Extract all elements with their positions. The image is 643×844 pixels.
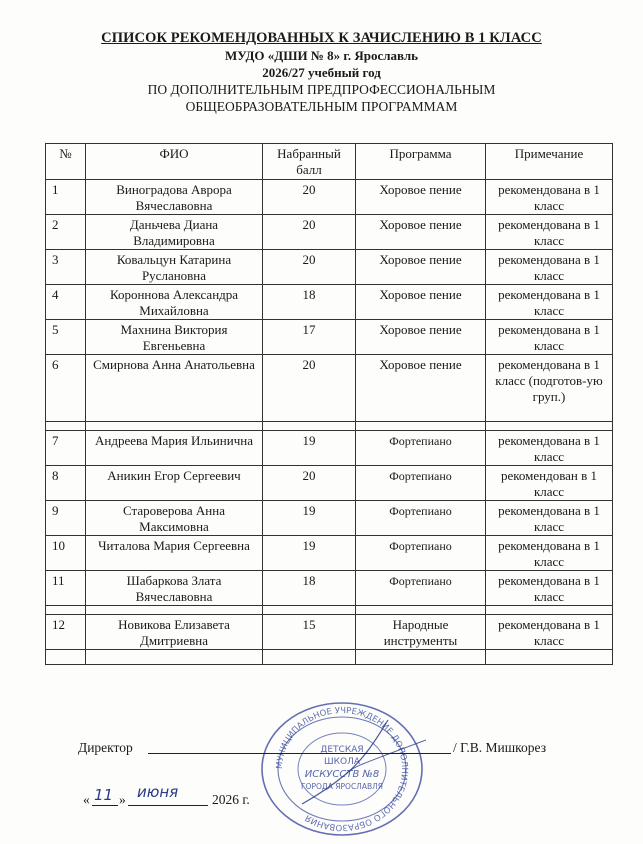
column-header-number: № xyxy=(46,144,86,180)
row-number: 4 xyxy=(46,285,86,320)
director-label: Директор xyxy=(78,740,133,755)
column-header-name: ФИО xyxy=(86,144,263,180)
date-month-line xyxy=(128,805,208,806)
table-row xyxy=(46,355,613,422)
student-name: Короннова Александра Михайловна xyxy=(86,285,263,320)
student-program: Фортепиано xyxy=(356,571,486,606)
student-program: Фортепиано xyxy=(356,501,486,536)
student-name: Читалова Мария Сергеевна xyxy=(86,536,263,571)
student-name: Виноградова Аврора Вячеславовна xyxy=(86,180,263,215)
student-score: 20 xyxy=(263,215,356,250)
row-number: 8 xyxy=(46,466,86,501)
row-number: 6 xyxy=(46,355,86,422)
student-note: рекомендован в 1 класс xyxy=(486,466,613,501)
student-score: 19 xyxy=(263,501,356,536)
student-program: Фортепиано xyxy=(356,431,486,466)
school-seal-stamp xyxy=(258,700,426,838)
date-open-quote: « xyxy=(83,792,90,807)
student-name: Смирнова Анна Анатольевна xyxy=(86,355,263,422)
student-name: Даньчева Диана Владимировна xyxy=(86,215,263,250)
enrollment-table xyxy=(45,143,613,665)
student-program: Хоровое пение xyxy=(356,250,486,285)
student-name: Аникин Егор Сергеевич xyxy=(86,466,263,501)
student-score: 18 xyxy=(263,285,356,320)
date-day-line xyxy=(92,805,118,806)
table-row xyxy=(46,571,613,606)
student-program: Хоровое пение xyxy=(356,320,486,355)
student-name: Андреева Мария Ильинична xyxy=(86,431,263,466)
svg-text:ДЕТСКАЯ: ДЕТСКАЯ xyxy=(320,745,364,755)
student-name: Новикова Елизавета Дмитриевна xyxy=(86,615,263,650)
student-program: Хоровое пение xyxy=(356,180,486,215)
row-number: 3 xyxy=(46,250,86,285)
student-note: рекомендована в 1 класс xyxy=(486,536,613,571)
student-score: 20 xyxy=(263,466,356,501)
student-score: 15 xyxy=(263,615,356,650)
student-name: Шабаркова Злата Вячеславовна xyxy=(86,571,263,606)
row-number: 5 xyxy=(46,320,86,355)
table-row xyxy=(46,615,613,650)
student-note: рекомендована в 1 класс (подготов-ую груп.) xyxy=(486,355,613,422)
document-title: СПИСОК РЕКОМЕНДОВАННЫХ К ЗАЧИСЛЕНИЮ В 1 КЛАСС xyxy=(101,30,542,46)
student-score: 19 xyxy=(263,431,356,466)
student-note: рекомендована в 1 класс xyxy=(486,431,613,466)
table-row xyxy=(46,215,613,250)
student-note: рекомендована в 1 класс xyxy=(486,320,613,355)
student-name: Махнина Виктория Евгеньевна xyxy=(86,320,263,355)
student-program: Хоровое пение xyxy=(356,215,486,250)
column-header-note: Примечание xyxy=(486,144,613,180)
svg-text:ШКОЛА: ШКОЛА xyxy=(323,757,361,767)
student-note: рекомендована в 1 класс xyxy=(486,615,613,650)
student-note: рекомендована в 1 класс xyxy=(486,180,613,215)
date-month-handwritten: июня xyxy=(137,783,179,801)
student-program: Фортепиано xyxy=(356,466,486,501)
student-score: 20 xyxy=(263,180,356,215)
director-name: / Г.В. Мишкорез xyxy=(453,740,547,755)
student-program: Хоровое пение xyxy=(356,355,486,422)
table-row xyxy=(46,536,613,571)
row-number: 2 xyxy=(46,215,86,250)
student-note: рекомендована в 1 класс xyxy=(486,285,613,320)
table-row xyxy=(46,180,613,215)
student-name: Ковальцун Катарина Руслановна xyxy=(86,250,263,285)
student-score: 20 xyxy=(263,250,356,285)
row-number: 7 xyxy=(46,431,86,466)
student-note: рекомендована в 1 класс xyxy=(486,215,613,250)
date-close-quote: » xyxy=(119,792,126,807)
table-row xyxy=(46,466,613,501)
student-note: рекомендована в 1 класс xyxy=(486,571,613,606)
table-header-row xyxy=(46,144,613,180)
student-score: 20 xyxy=(263,355,356,422)
academic-year: 2026/27 учебный год xyxy=(262,65,381,80)
row-number: 11 xyxy=(46,571,86,606)
row-number: 12 xyxy=(46,615,86,650)
program-line-1: ПО ДОПОЛНИТЕЛЬНЫМ ПРЕДПРОФЕССИОНАЛЬНЫМ xyxy=(147,82,496,97)
date-year: 2026 г. xyxy=(212,792,250,807)
student-note: рекомендована в 1 класс xyxy=(486,501,613,536)
student-score: 18 xyxy=(263,571,356,606)
table-row xyxy=(46,501,613,536)
table-empty-row xyxy=(46,650,613,665)
svg-text:ГОРОДА ЯРОСЛАВЛЯ: ГОРОДА ЯРОСЛАВЛЯ xyxy=(301,782,383,791)
svg-text:ИСКУССТВ №8: ИСКУССТВ №8 xyxy=(304,769,380,780)
date-day-handwritten: 11 xyxy=(94,786,114,804)
row-number: 10 xyxy=(46,536,86,571)
student-program: Фортепиано xyxy=(356,536,486,571)
table-row xyxy=(46,250,613,285)
student-score: 17 xyxy=(263,320,356,355)
student-name: Староверова Анна Максимовна xyxy=(86,501,263,536)
column-header-program: Программа xyxy=(356,144,486,180)
svg-text:МУНИЦИПАЛЬНОЕ УЧРЕЖДЕНИЕ ДОПОЛ: МУНИЦИПАЛЬНОЕ УЧРЕЖДЕНИЕ ДОПОЛНИТЕЛЬНОГО ОБРАЗОВАНИЯ xyxy=(274,705,410,833)
student-program: Хоровое пение xyxy=(356,285,486,320)
row-number: 9 xyxy=(46,501,86,536)
table-row xyxy=(46,431,613,466)
student-program: Народные инструменты xyxy=(356,615,486,650)
column-header-score: Набранный балл xyxy=(263,144,356,180)
student-score: 19 xyxy=(263,536,356,571)
table-row xyxy=(46,285,613,320)
student-note: рекомендована в 1 класс xyxy=(486,250,613,285)
table-separator-row xyxy=(46,422,613,431)
school-name: МУДО «ДШИ № 8» г. Ярославль xyxy=(224,48,419,63)
signature-line xyxy=(148,753,451,754)
document-header xyxy=(0,30,643,115)
row-number: 1 xyxy=(46,180,86,215)
table-row xyxy=(46,320,613,355)
table-separator-row xyxy=(46,606,613,615)
program-line-2: ОБЩЕОБРАЗОВАТЕЛЬНЫМ ПРОГРАММАМ xyxy=(185,99,458,114)
